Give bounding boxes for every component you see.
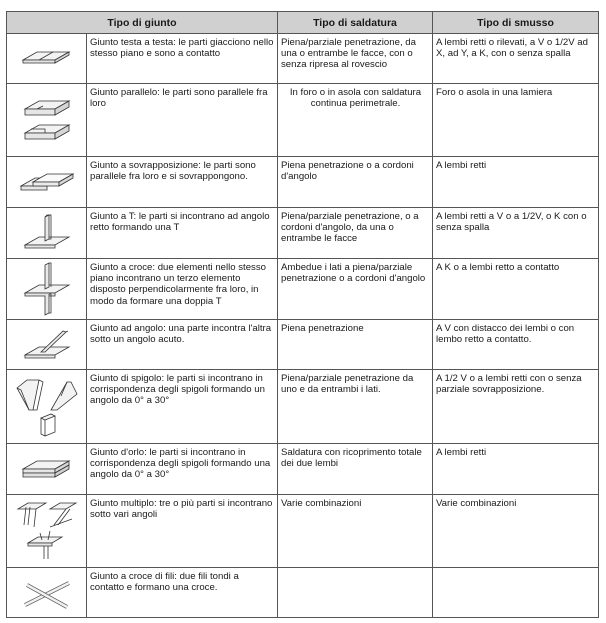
table-row <box>7 208 599 259</box>
table-row <box>7 568 599 618</box>
saldatura-cell: In foro o in asola con saldatura continua perimetrale. <box>278 84 433 157</box>
table-row <box>7 495 599 568</box>
smusso-cell: A lembi retti a V o a 1/2V, o K con o senza spalla <box>433 208 599 259</box>
saldatura-cell: Saldatura con ricoprimento totale dei due lembi <box>278 444 433 495</box>
row-icon-cell <box>7 444 87 495</box>
saldatura-cell: Ambedue i lati a piena/parziale penetrazione o a cordoni d'angolo <box>278 259 433 320</box>
saldatura-cell <box>278 568 433 618</box>
row-icon-cell <box>7 568 87 618</box>
giunto-cell: Giunto a T: le parti si incontrano ad angolo retto formando una T <box>87 208 278 259</box>
lap-joint-icon <box>17 167 77 197</box>
giunto-cell: Giunto a croce: due elementi nello stesso piano incontrano un terzo elemento disposto perpendicolarmente fra loro, in modo da formare una doppia T <box>87 259 278 320</box>
giunto-cell: Giunto parallelo: le parti sono parallele fra loro <box>87 84 278 157</box>
angle-joint-icon <box>17 325 77 365</box>
giunto-cell: Giunto d'orlo: le parti si incontrano in corrispondenza degli spigoli formando una angolo da 0° a 30° <box>87 444 278 495</box>
smusso-cell: A lembi retti <box>433 157 599 208</box>
t-joint-icon <box>17 211 77 255</box>
smusso-cell: Varie combinazioni <box>433 495 599 568</box>
edge-joint-icon <box>17 452 77 486</box>
wire-cross-joint-icon <box>17 573 77 613</box>
row-icon-cell <box>7 320 87 370</box>
joint-types-document <box>6 11 598 618</box>
row-icon-cell <box>7 84 87 157</box>
parallel-joint-icon <box>17 91 77 149</box>
joint-types-table <box>6 11 599 618</box>
giunto-cell: Giunto testa a testa: le parti giacciono nello stesso piano e sono a contatto <box>87 34 278 84</box>
cross-joint-icon <box>17 261 77 317</box>
row-icon-cell <box>7 157 87 208</box>
table-row <box>7 157 599 208</box>
header-tipo-giunto: Tipo di giunto <box>7 12 278 34</box>
smusso-cell: A lembi retti <box>433 444 599 495</box>
row-icon-cell <box>7 208 87 259</box>
row-icon-cell <box>7 259 87 320</box>
giunto-cell: Giunto a sovrapposizione: le parti sono parallele fra loro e si sovrappongono. <box>87 157 278 208</box>
giunto-cell: Giunto a croce di fili: due fili tondi a contatto e formano una croce. <box>87 568 278 618</box>
table-row <box>7 320 599 370</box>
giunto-cell: Giunto ad angolo: una parte incontra l'altra sotto un angolo acuto. <box>87 320 278 370</box>
giunto-cell: Giunto di spigolo: le parti si incontrano in corrispondenza degli spigoli formando un angolo da 0° a 30° <box>87 370 278 444</box>
table-row <box>7 259 599 320</box>
saldatura-cell: Piena/parziale penetrazione da uno e da entrambi i lati. <box>278 370 433 444</box>
table-row <box>7 370 599 444</box>
table-row <box>7 84 599 157</box>
table-row <box>7 444 599 495</box>
row-icon-cell <box>7 34 87 84</box>
saldatura-cell: Piena/parziale penetrazione, da una o entrambe le facce, con o senza ripresa al rovescio <box>278 34 433 84</box>
header-tipo-smusso: Tipo di smusso <box>433 12 599 34</box>
smusso-cell: A V con distacco dei lembi o con lembo retto a contatto. <box>433 320 599 370</box>
smusso-cell: Foro o asola in una lamiera <box>433 84 599 157</box>
saldatura-cell: Piena/parziale penetrazione, o a cordoni d'angolo, da una o entrambe le facce <box>278 208 433 259</box>
saldatura-cell: Piena penetrazione <box>278 320 433 370</box>
multiple-joint-icon <box>14 499 80 563</box>
smusso-cell: A 1/2 V o a lembi retti con o senza parziale sovrapposizione. <box>433 370 599 444</box>
corner-joint-icon <box>13 374 81 440</box>
saldatura-cell: Piena penetrazione o a cordoni d'angolo <box>278 157 433 208</box>
giunto-cell: Giunto multiplo: tre o più parti si incontrano sotto vari angoli <box>87 495 278 568</box>
smusso-cell: A lembi retti o rilevati, a V o 1/2V ad X, ad Y, a K, con o senza spalla <box>433 34 599 84</box>
butt-joint-icon <box>17 44 77 74</box>
table-row <box>7 34 599 84</box>
smusso-cell <box>433 568 599 618</box>
header-tipo-saldatura: Tipo di saldatura <box>278 12 433 34</box>
table-header-row <box>7 12 599 34</box>
saldatura-cell: Varie combinazioni <box>278 495 433 568</box>
smusso-cell: A K o a lembi retto a contatto <box>433 259 599 320</box>
row-icon-cell <box>7 495 87 568</box>
row-icon-cell <box>7 370 87 444</box>
